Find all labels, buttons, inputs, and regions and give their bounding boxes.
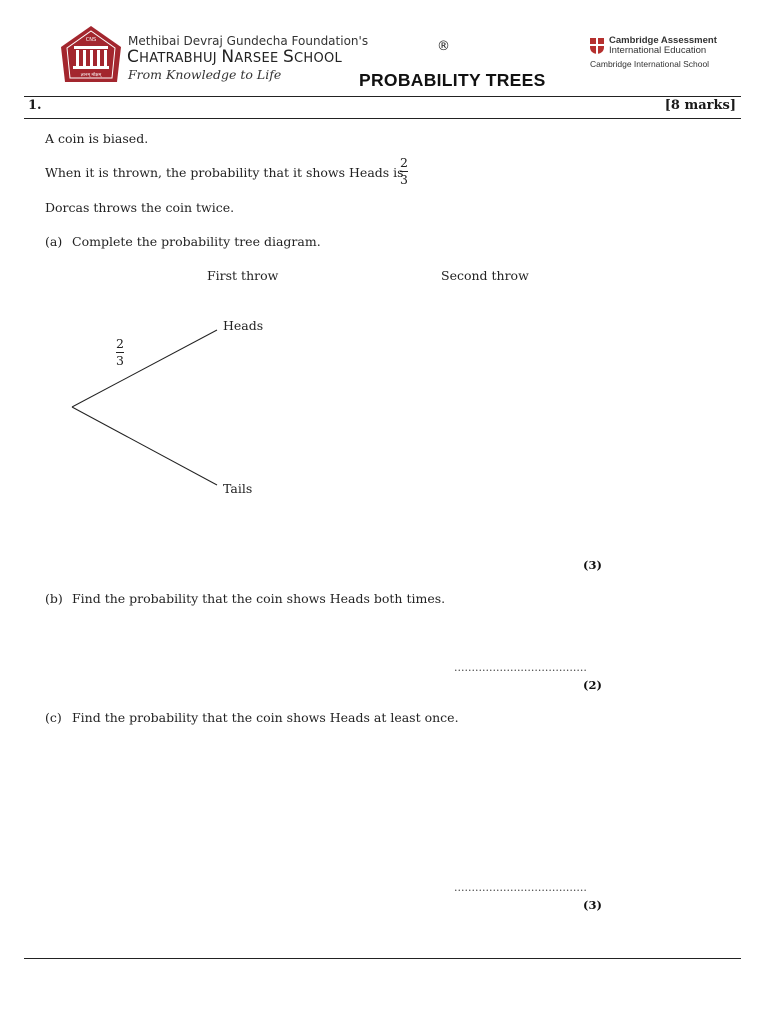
question-marks: [8 marks] [664, 98, 736, 113]
part-a-score: (3) [583, 558, 602, 572]
part-c-label: (c) [45, 710, 62, 725]
cambridge-line-2: International Education [609, 45, 707, 56]
heads-label: Heads [223, 318, 264, 333]
cambridge-line-1: Cambridge Assessment [609, 35, 717, 46]
part-b-answer-line[interactable]: ...................................... [454, 661, 587, 674]
part-b-label: (b) [45, 591, 63, 606]
part-a-label: (a) [45, 234, 63, 249]
logo-motto: ज्ञानम् मोक्षम् [80, 73, 102, 78]
part-c-score: (3) [583, 898, 602, 912]
question-line-2: When it is thrown, the probability that it shows Heads is [45, 165, 404, 180]
registered-mark: ® [437, 39, 450, 54]
tails-label: Tails [223, 481, 253, 496]
cambridge-shield-icon [589, 37, 605, 55]
part-b-text: Find the probability that the coin shows Heads both times. [72, 591, 446, 606]
question-number: 1. [28, 98, 42, 113]
header-divider [24, 96, 741, 97]
school-name: CHATRABHUJ NARSEE SCHOOL [127, 47, 343, 67]
part-b-score: (2) [583, 678, 602, 692]
foundation-name: Methibai Devraj Gundecha Foundation's [128, 34, 369, 48]
heads-probability-fraction: 2 3 [400, 155, 408, 187]
logo-initials: CNS [85, 37, 97, 43]
probability-tree [60, 320, 230, 495]
part-c-answer-line[interactable]: ...................................... [454, 881, 587, 894]
branch-fraction: 2 3 [116, 336, 124, 368]
school-logo [60, 25, 122, 83]
cambridge-line-3: Cambridge International School [590, 59, 710, 69]
tails-branch [72, 407, 217, 485]
question-divider [24, 118, 741, 119]
question-line-1: A coin is biased. [45, 131, 149, 146]
part-c-text: Find the probability that the coin shows Heads at least once. [72, 710, 459, 725]
heads-branch [72, 330, 217, 407]
second-throw-heading: Second throw [441, 268, 529, 283]
school-tagline: From Knowledge to Life [128, 67, 282, 82]
footer-divider [24, 958, 741, 959]
first-throw-heading: First throw [207, 268, 279, 283]
page-title: PROBABILITY TREES [359, 70, 546, 90]
question-line-3: Dorcas throws the coin twice. [45, 200, 235, 215]
part-a-text: Complete the probability tree diagram. [72, 234, 321, 249]
